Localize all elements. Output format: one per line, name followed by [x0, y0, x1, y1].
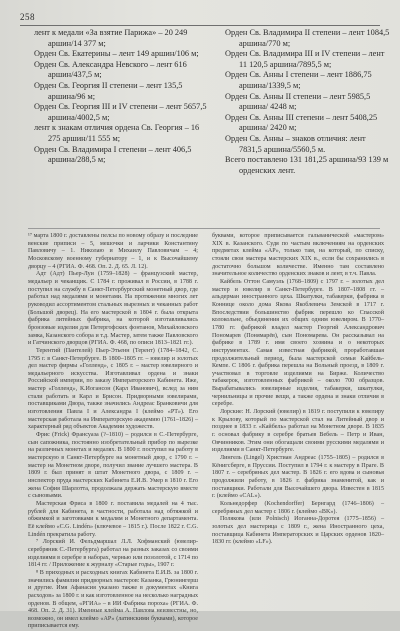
list-item: Орден Св. Анны I степени – лент 1886,75 аршина/1339,5 м;	[225, 70, 372, 90]
footnote: Полякова (или Polnisch) Иоганна-Доротея (1775–1856) – золотых дел мастерица с 1809 г., жена Иностранного цеха, поставщица Кабинета Императорских и Царских орденов 1820–1830 гг. (клеймо «LF»).	[212, 516, 384, 546]
footnotes-right-column	[212, 233, 384, 547]
footnotes-left-column	[28, 233, 198, 631]
header-rule	[20, 25, 380, 26]
list-item: Орден Св. Георгия II степени – лент 135,5 аршина/96 м;	[34, 80, 183, 101]
footnote: Мастерская Фриса в 1800 г. поставила медалей на 4 тыс. рублей для Кабинета, в частности, работала над обтяжкой и обжимкой и заготовками к медалям и Монетного департамента. Её клеймо «С.G. Lindén» (ключевое – 1815 г.). После 1822 г. С.G. Lindén прекратила работу.	[28, 500, 198, 538]
list-item: лент к медали «За взятие Парижа» – 20 249 аршин/14 377 м;	[34, 28, 188, 48]
list-item: Орден Св. Владимира III и IV степени – лент 11 120,5 аршина/7895,5 м;	[225, 49, 385, 69]
page-number: 258	[20, 12, 35, 22]
footnote-rule	[28, 228, 380, 229]
list-item: Орден Св. Владимира II степени – лент 1084,5 аршина/770 м;	[225, 28, 390, 48]
list-item: Орден Св. Георгия III и IV степени – лент 5657,5 аршина/4002,5 м;	[34, 102, 207, 122]
footnote: Терентий (Пантелей) Пьер-Этьенн (Терент) (1784–1842, С. 1795 г. в Санкт-Петербурге. В 1800–1805 гг. – ювелир и золотых дел мастер фирмы «Голленд», с 1805 г. – мастер ювелирного и медальерного искусства. Изготавливал ордена и знаки Российской империи, по заказу Императорского Кабинета. Иже, мастер «Голленд», К.Иогансон (Карл Иванович), вслед за ним стали работать и Карл и Брисон. Придворными ювелирами, поставщиками Двора, также значились Андреас Бранковичи для изготовления Павла I и Александра I (клеймо «РТ»). Его мастерская работала на Императорскую академию (1761–1826) – характерный ряд объектов Академии художеств.	[28, 347, 198, 431]
list-item: Орден Св. Екатерины – лент 149 аршин/106 м;	[34, 49, 199, 59]
list-item: Орден Св. Анны – знаков отличия: лент 7831,5 аршина/5560,5 м.	[225, 133, 366, 154]
footnote: ¹⁷ марта 1800 г. доставлены пелсы по новому образу и последние венские приписи – 5, мешочки и ларчики Константину Павловичу – 1. Николаю и Михаилу Павловичам – 4; Московскому военному губернатору – 1, и к Высочайшему дворцу – 4 (РГИА. Ф. 468. Оп. 2. Д. 65. Л. 12).	[28, 233, 198, 270]
list-item: лент к знакам отличия ордена Св. Георгия – 16 275 аршин/11 555 м;	[34, 123, 200, 143]
total-line: Всего поставлено 131 181,25 аршина/93 139 м орденских лент.	[225, 155, 389, 175]
footnote: Лингель (Lingel) Христиан Андреас (1755–1805) – родился в Кёнигсберге, в Пруссии. Поступил в 1794 г. к мастеру в Праге. В 1807 г. – серебряных дел мастер. В 1826 г. его вдова и сыновья продолжили работу, в 1826 г. фабрика знаменитой, как и поставщики. Работали для Высочайшего двора. Известен в 1815 г. (клеймо «CAL»).	[212, 455, 384, 500]
footnote: Кольнедорфер (Kochendorffer) Бернгард (1746–1806) – серебряных дел мастер с 1806 г. (клеймо «BK»).	[212, 500, 384, 515]
list-item: Орден Св. Анны II степени – лент 5985,5 аршина/ 4248 м;	[225, 91, 371, 112]
footnote: ⁸ В приходных и расходных книгах Кабинета Е.И.В. за 1800 г. значились фамилии придворных мастеров: Казанка, Грюнингерш и другие. Имя Афанасия указано также в документах «Книга расходов» за 1800 г. и как изготовленное на несколько наградных орденов. В общем, «РГИА» – в ИИ Фабрика пороха» (РГИА. Ф. 468. Оп. 2. Д. 31). Именные клейма А. Павлова неизвестны, но, возможно, он имел клеймо «АР» (латинскими буквами), которое приписывается ему.	[28, 569, 198, 630]
footnote: Лорские: Н. Лорский (ювелир) в 1819 г. поступили к ювелиру к Крылову, который по мастерской стал на Литейный двор и позднее в 1833 г. «Кайбель» работал на Монетном дворе. В 1835 г. основал фабрику в серебре братьев Вебель – Петр и Иван, Овчинников. Этим они обогащали своими русскими медалями и изделиями в Санкт-Петербурге.	[212, 409, 384, 454]
order-ribbons-list-right	[225, 28, 390, 176]
footnote: Адт (Адт) Пьер-Луи (1759–1828) – французский мастер, медальер и чеканщик. С 1784 г. проживал в России, в 1788 г. поступил на службу в Санкт-Петербургский монетный двор, где работал над медалями и монетами. На протяжении многих лет руководил ассортиментом стальных вырезных и чеканных работ (Большой дворец). На его мастерской в 1804 г. была открыта фабрика литейных фабрика, на которой изготавливались бронзовые изделия для Петергофских фонтанов, Михайловского замка, Казанского собора и т.д. Мастер, затем также Павловского и Гатчинского дворцов (РГИА. Ф. 468, по описи 1813–1821 гг.).	[28, 271, 198, 347]
order-ribbons-list-left	[34, 28, 212, 166]
list-item: Орден Св. Анны III степени – лент 5408,25 аршина/ 2420 м;	[225, 112, 378, 133]
footnote: Фрис (Frick) Франсуаза (?–1810) – родился в С.-Петербурге, сын сапожника, постоянно изобретательный прибор по вырезке на различных монетах и медалях. В 1800 г. поступил на работу в мастерскую в Санкт-Петербурге на монетный двор, с 1790 г. – мастер на Монетном дворе, получил звание лучшего мастера. В 1809 г. был принят в штат Монетного двора, с 1809 г. – инспектор пруда мастерских Кабинета Е.И.В. Умер в 1810 г. Его жена София Шарлотта, продолжала держать мастерскую вместе с сыновьями.	[28, 432, 198, 500]
footnote: буквами, которое приписывается гальванической «мастером» XIX в. Казанского. Судя по частым включениям на орденских предметах клейма «АР», только там, на который, по списку, стояли свои мастера мастерских XIX в., если бы сохранились в достаточно большом количестве. Именно там составлено значительное количество орденских знаков и лент, в т.ч. Павла.	[212, 233, 384, 278]
list-item: Орден Св. Владимира I степени – лент 406,5 аршина/288,5 м;	[34, 144, 192, 165]
list-item: Орден Св. Александра Невского – лент 616 аршин/437,5 м;	[34, 59, 187, 80]
footnote: Кайбель Оттон Самуэль (1768–1809) с 1797 г. – золотых дел мастер и ювелир в Санкт-Петербурге. В 1807–1808 гг. – альдерман иностранного цеха. Шкатулки, табакерки, фабрика в Коннице около дома Якова Якоблевича Земской в 1717 г. Впоследствии большинство фабрик перешло ко Спасской колокольне, объединения их общих одним ювелиром. В 1770–1780 гг. фабрикой владел мастер Георгий Александрович Пономарев (Понямарёв), сын Пономарева. Он рассказывал на фабрике в 1789 г. имя своего хозяина и о некоторых инструментах. Самая известная фабрикой, проработавшая продолжительный период, была мастерской семьи Кайбель-Кемпе. С 1806 г. фабрика перешла на Вольный проезд, в 1809 г. участвовал в торговле изделиями на Бирже. Количество табакерок, изготовленных фабрикой – около 700 образцов. Вырабатывались ювелирные изделия, табакерки, шкатулки, чернильницы и прочие вещи, а также ордена и знаки отличия в серебре.	[212, 278, 384, 408]
footnote: ⁷ Лорский И. Фельдмаршал Л.Л. Хофманский (ювелир-серебряник С.-Петербурга) работал на разных заказах со своими изделиями в серебре в наборах, чернью или позолотой, с 1714 по 1814 гг. / Приложение к журналу «Старые годы», 1907 г.	[28, 539, 198, 569]
